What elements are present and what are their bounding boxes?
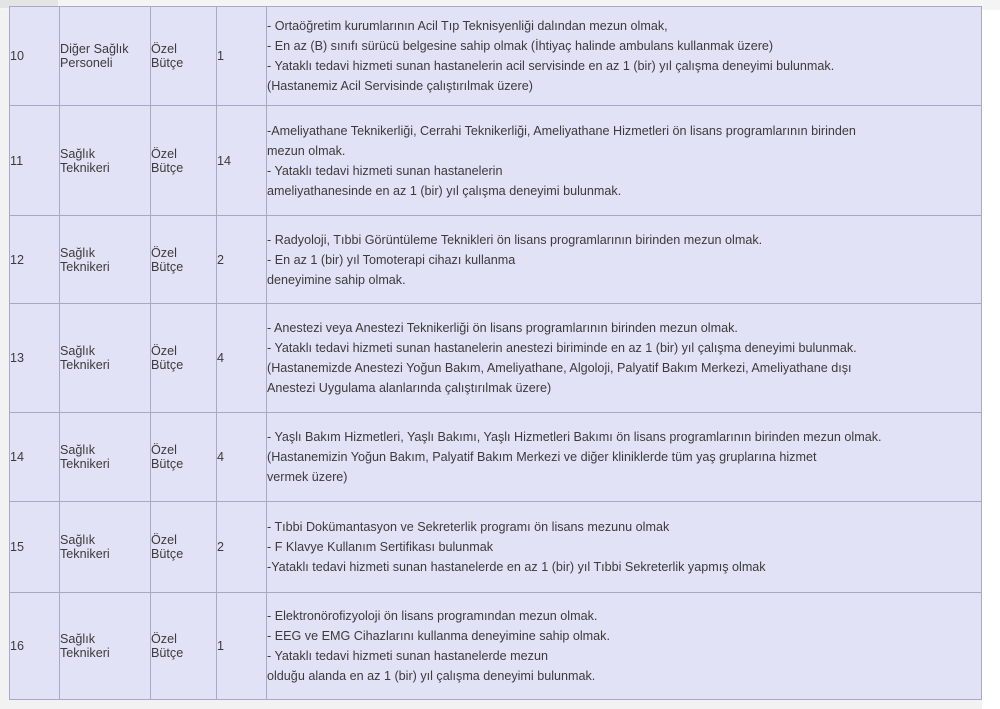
requirements-cell xyxy=(267,593,982,700)
budget-type xyxy=(151,413,217,502)
requirement-line: -Ameliyathane Teknikerliği, Cerrahi Teknikerliği, Ameliyathane Hizmetleri ön lisans programlarının birinden xyxy=(267,123,856,138)
row-number: 14 xyxy=(10,413,60,502)
requirement-line: - Yataklı tedavi hizmeti sunan hastanelerin xyxy=(267,163,503,178)
position-count: 1 xyxy=(217,7,267,106)
position-count: 1 xyxy=(217,593,267,700)
table-row xyxy=(10,7,982,106)
requirement-line: - Yaşlı Bakım Hizmetleri, Yaşlı Bakımı, Yaşlı Hizmetleri Bakımı ön lisans programlarının birinden mezun olmak. xyxy=(267,430,882,444)
requirement-line: vermek üzere) xyxy=(267,470,348,484)
table-row xyxy=(10,304,982,413)
budget-type-line: Bütçe xyxy=(151,56,184,70)
position-title xyxy=(60,413,151,502)
budget-type-line: Özel xyxy=(151,632,177,646)
position-title-line: Sağlık xyxy=(60,632,96,646)
position-count: 4 xyxy=(217,304,267,413)
table-row xyxy=(10,413,982,502)
row-number: 12 xyxy=(10,216,60,304)
requirements-cell xyxy=(267,216,982,304)
requirement-line: olduğu alanda en az 1 (bir) yıl çalışma deneyimi bulunmak. xyxy=(267,669,596,683)
budget-type-line: Özel xyxy=(151,245,177,260)
budget-type-line: Özel xyxy=(151,42,177,56)
position-title-line: Personeli xyxy=(60,56,113,70)
budget-type-line: Özel xyxy=(151,146,177,161)
position-title-line: Sağlık xyxy=(60,146,96,161)
requirement-line: (Hastanemiz Acil Servisinde çalıştırılmak üzere) xyxy=(267,79,533,93)
budget-type-line: Bütçe xyxy=(151,547,184,561)
requirement-line: (Hastanemizin Yoğun Bakım, Palyatif Bakım Merkezi ve diğer kliniklerde tüm yaş gruplarına hizmet xyxy=(267,450,817,464)
budget-type xyxy=(151,502,217,593)
budget-type-line: Özel xyxy=(151,443,177,457)
positions-table-body xyxy=(10,7,982,700)
budget-type-line: Bütçe xyxy=(151,160,184,175)
requirements-cell xyxy=(267,502,982,593)
budget-type-line: Bütçe xyxy=(151,259,184,274)
requirement-line: - Ortaöğretim kurumlarının Acil Tıp Teknisyenliği dalından mezun olmak, xyxy=(267,19,668,33)
right-strip xyxy=(982,10,1000,709)
requirement-line: - Yataklı tedavi hizmeti sunan hastanelerin anestezi biriminde en az 1 (bir) yıl çalışma deneyimi bulunmak. xyxy=(267,341,857,355)
requirement-line: Anestezi Uygulama alanlarında çalıştırılmak üzere) xyxy=(267,381,552,395)
position-title xyxy=(60,502,151,593)
position-title-line: Sağlık xyxy=(60,344,96,358)
row-number: 13 xyxy=(10,304,60,413)
position-title-line: Teknikeri xyxy=(60,646,110,660)
budget-type-line: Özel xyxy=(151,344,177,358)
budget-type-line: Bütçe xyxy=(151,646,184,660)
position-title-line: Teknikeri xyxy=(60,457,110,471)
requirements-cell xyxy=(267,106,982,216)
table-row xyxy=(10,502,982,593)
requirement-line: - Yataklı tedavi hizmeti sunan hastanelerin acil servisinde en az 1 (bir) yıl çalışma deneyimi bulunmak. xyxy=(267,59,835,73)
table-row xyxy=(10,593,982,700)
requirement-line: - En az (B) sınıfı sürücü belgesine sahip olmak (İhtiyaç halinde ambulans kullanmak üzere) xyxy=(267,39,774,53)
position-title-line: Sağlık xyxy=(60,533,96,547)
requirement-line: ameliyathanesinde en az 1 (bir) yıl çalışma deneyimi bulunmak. xyxy=(267,183,622,198)
requirement-line: - EEG ve EMG Cihazlarını kullanma deneyimine sahip olmak. xyxy=(267,629,610,643)
budget-type-line: Bütçe xyxy=(151,457,184,471)
position-count: 2 xyxy=(217,216,267,304)
requirement-line: - En az 1 (bir) yıl Tomoterapi cihazı kullanma xyxy=(267,252,516,267)
row-number: 11 xyxy=(10,106,60,216)
row-number: 10 xyxy=(10,7,60,106)
position-title-line: Teknikeri xyxy=(60,358,110,372)
requirements-cell xyxy=(267,413,982,502)
position-title xyxy=(60,593,151,700)
requirement-line: - Elektronörofizyoloji ön lisans programından mezun olmak. xyxy=(267,609,598,623)
row-number: 16 xyxy=(10,593,60,700)
budget-type xyxy=(151,7,217,106)
requirement-line: - Yataklı tedavi hizmeti sunan hastanelerde mezun xyxy=(267,649,548,663)
position-count: 2 xyxy=(217,502,267,593)
table-row xyxy=(10,216,982,304)
requirement-line: -Yataklı tedavi hizmeti sunan hastanelerde en az 1 (bir) yıl Tıbbi Sekreterlik yapmış olmak xyxy=(267,560,766,574)
requirement-line: deneyimine sahip olmak. xyxy=(267,272,406,287)
requirements-cell xyxy=(267,304,982,413)
requirement-line: (Hastanemizde Anestezi Yoğun Bakım, Ameliyathane, Algoloji, Palyatif Bakım Merkezi, Ameliyathane dışı xyxy=(267,361,852,375)
budget-type xyxy=(151,106,217,216)
position-title xyxy=(60,216,151,304)
requirements-cell xyxy=(267,7,982,106)
position-count: 14 xyxy=(217,106,267,216)
budget-type xyxy=(151,216,217,304)
position-title xyxy=(60,106,151,216)
position-count: 4 xyxy=(217,413,267,502)
position-title-line: Teknikeri xyxy=(60,547,110,561)
requirement-line: - Tıbbi Dokümantasyon ve Sekreterlik programı ön lisans mezunu olmak xyxy=(267,520,670,534)
position-title-line: Teknikeri xyxy=(60,259,110,274)
position-title-line: Sağlık xyxy=(60,443,96,457)
budget-type xyxy=(151,304,217,413)
budget-type xyxy=(151,593,217,700)
positions-table xyxy=(9,6,982,700)
requirement-line: - Radyoloji, Tıbbi Görüntüleme Teknikleri ön lisans programlarının birinden mezun olmak. xyxy=(267,232,763,247)
row-number: 15 xyxy=(10,502,60,593)
requirement-line: - Anestezi veya Anestezi Teknikerliği ön lisans programlarının birinden mezun olmak. xyxy=(267,321,738,335)
position-title-line: Diğer Sağlık xyxy=(60,42,129,56)
position-title-line: Sağlık xyxy=(60,245,96,260)
requirement-line: - F Klavye Kullanım Sertifikası bulunmak xyxy=(267,540,494,554)
position-title xyxy=(60,7,151,106)
budget-type-line: Özel xyxy=(151,533,177,547)
position-title-line: Teknikeri xyxy=(60,160,110,175)
position-title xyxy=(60,304,151,413)
table-row xyxy=(10,106,982,216)
requirement-line: mezun olmak. xyxy=(267,143,346,158)
budget-type-line: Bütçe xyxy=(151,358,184,372)
